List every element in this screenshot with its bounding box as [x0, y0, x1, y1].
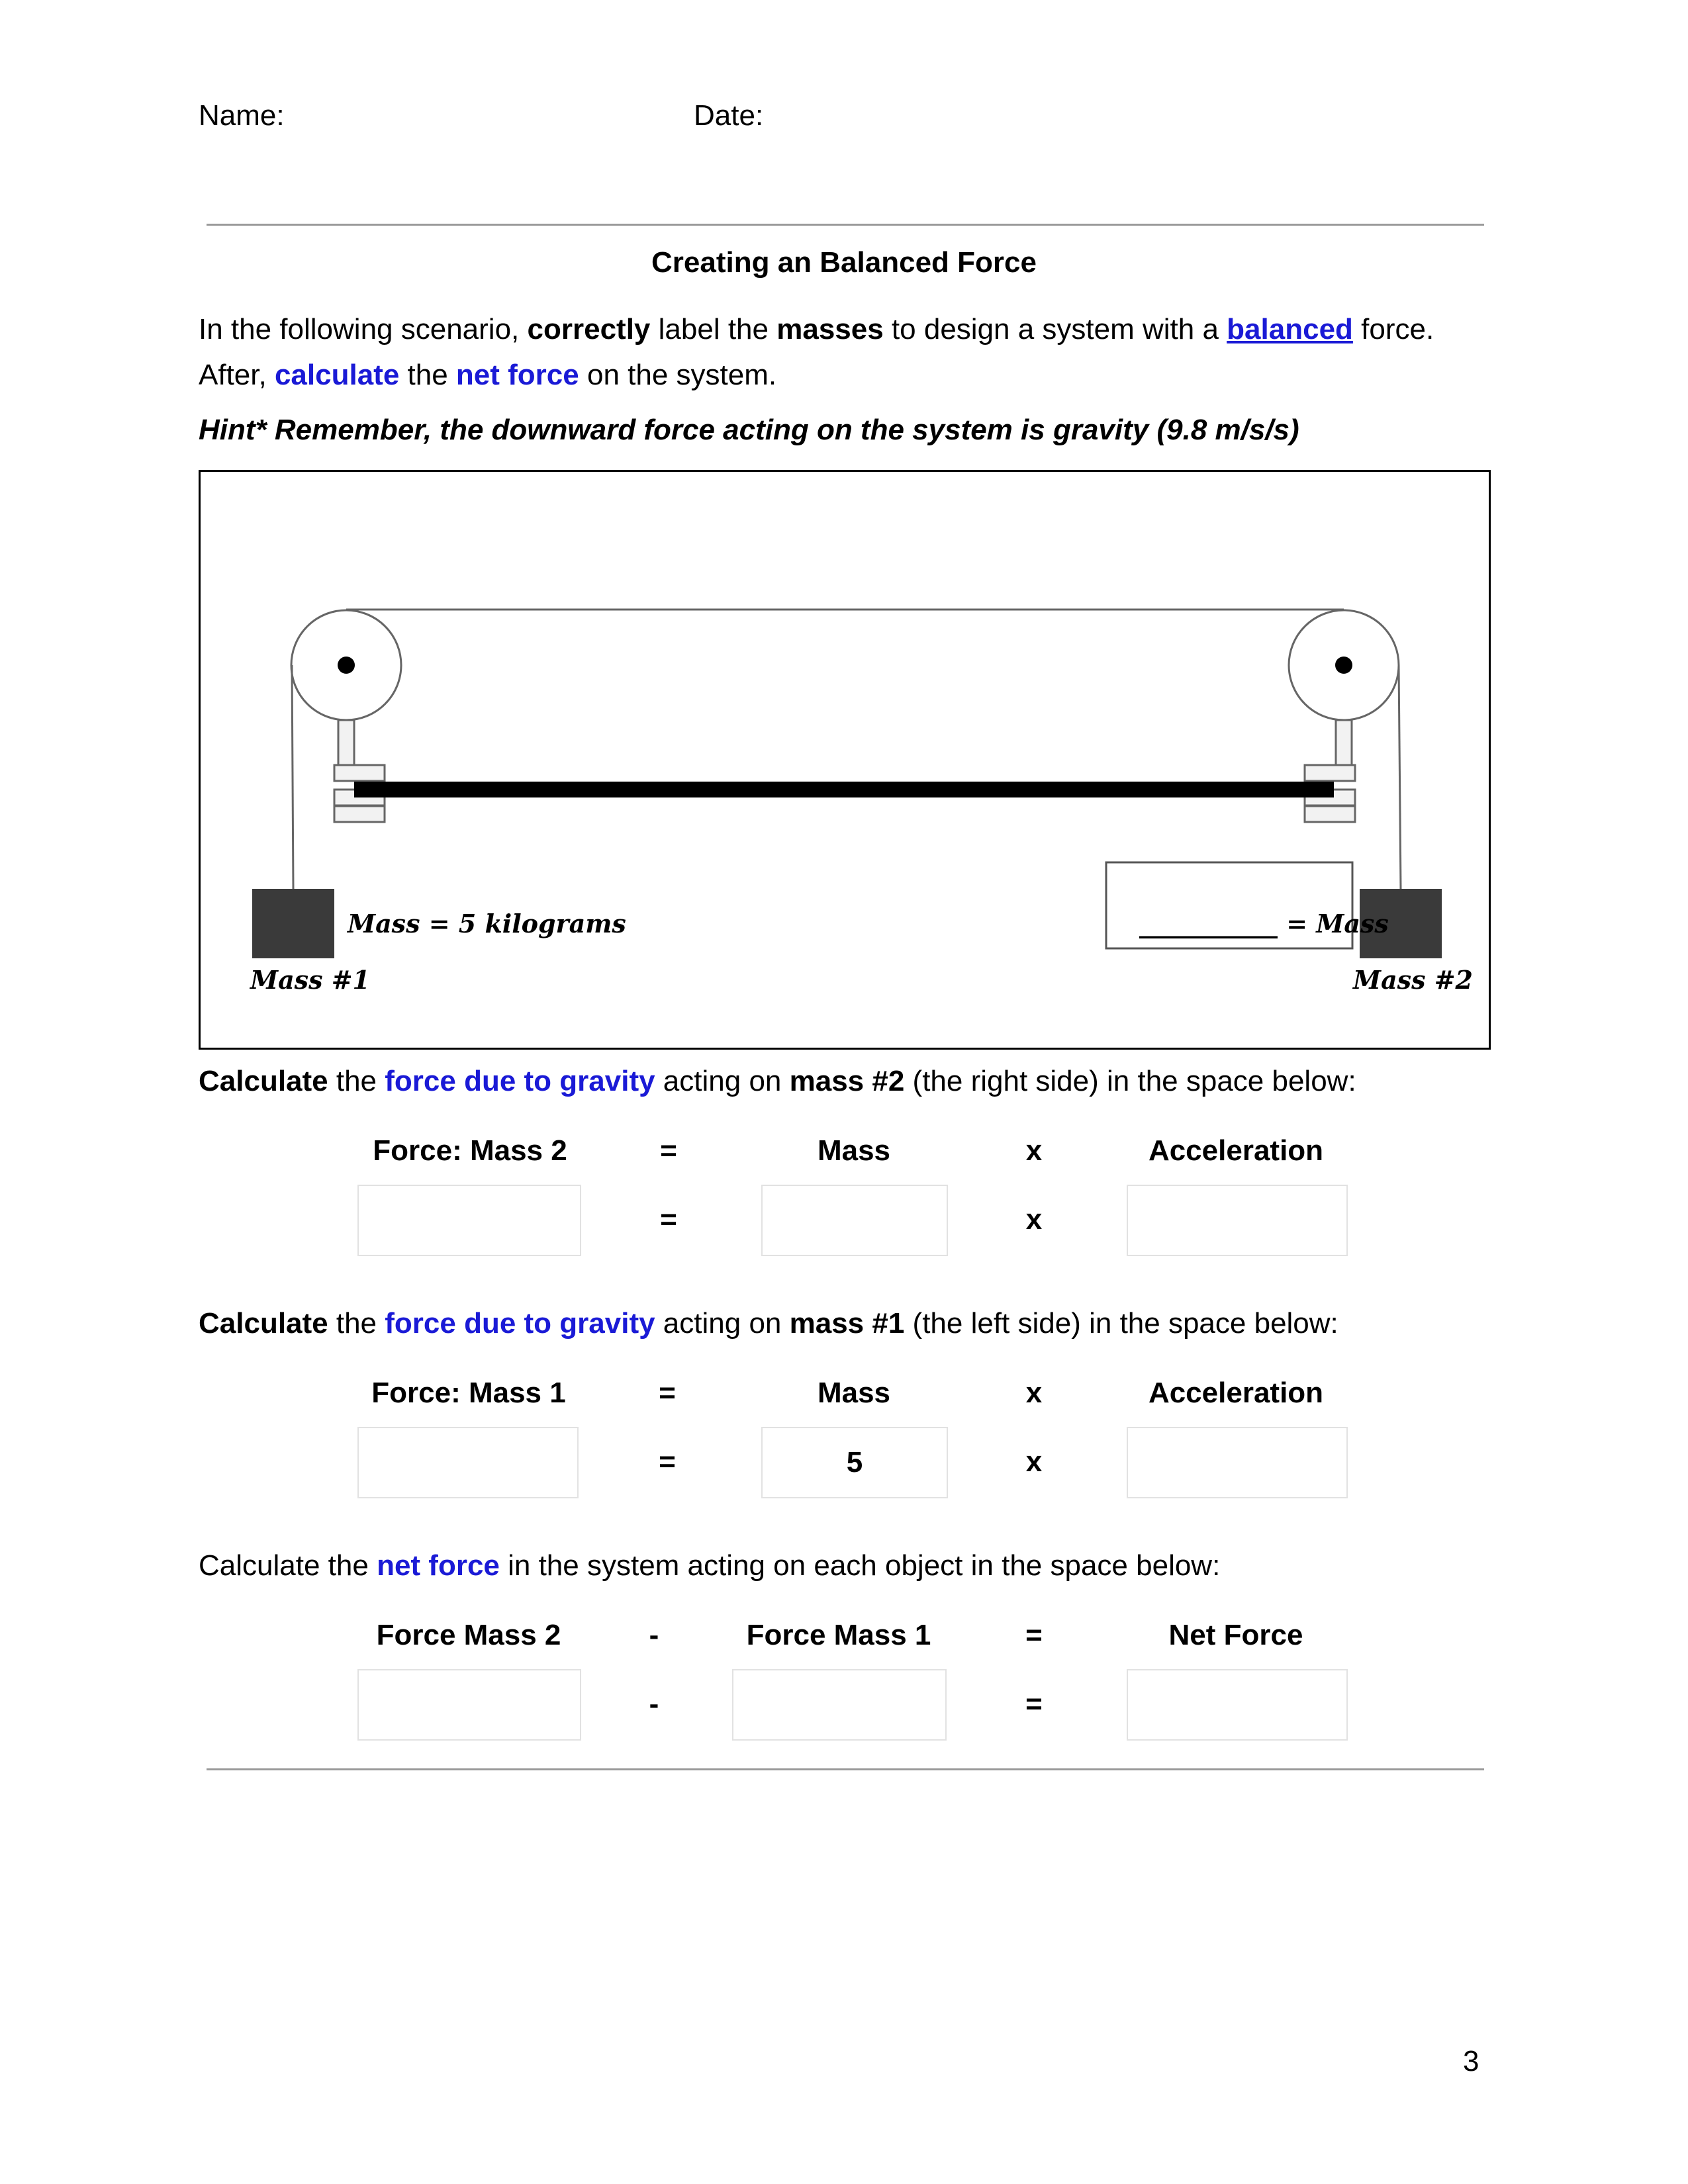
intro-bold-masses: masses	[776, 313, 884, 345]
q2-text: the	[328, 1307, 385, 1340]
right-pulley-axle	[1335, 657, 1352, 674]
q1-text: acting on	[655, 1065, 790, 1097]
left-hanging-string	[292, 665, 293, 889]
s3-header-equals: =	[1025, 1619, 1043, 1651]
left-clamp	[334, 720, 385, 822]
s1-header-times: x	[1025, 1134, 1043, 1167]
q2-bold-mass-1: mass #1	[789, 1307, 905, 1340]
s1-force-mass-2-input[interactable]	[357, 1185, 581, 1256]
pulley-diagram-svg	[201, 472, 1489, 1048]
mass-1-block	[252, 889, 334, 958]
question-net-force	[199, 1549, 1220, 1584]
intro-line-1	[199, 312, 1434, 347]
s2-header-times: x	[1025, 1377, 1043, 1409]
intro-bold-correctly: correctly	[527, 313, 651, 345]
mass-1-name-label: Mass #1	[250, 965, 370, 995]
s3-row-minus: -	[649, 1688, 659, 1720]
question-mass-2	[199, 1064, 1356, 1099]
q2-highlight-force-due-to-gravity: force due to gravity	[385, 1307, 655, 1340]
s3-header-net-force: Net Force	[1168, 1619, 1303, 1651]
q3-text: in the system acting on each object in the space below:	[499, 1549, 1221, 1582]
q3-highlight-net-force: net force	[377, 1549, 500, 1582]
bottom-divider	[207, 1768, 1484, 1770]
page-title: Creating an Balanced Force	[651, 246, 1037, 279]
s3-header-minus: -	[649, 1619, 659, 1651]
s3-force-mass-2-input[interactable]	[357, 1669, 581, 1741]
s3-header-force-mass-2: Force Mass 2	[376, 1619, 561, 1651]
s2-header-acceleration: Acceleration	[1148, 1377, 1324, 1409]
s2-acceleration-input[interactable]	[1127, 1427, 1348, 1498]
s2-header-force: Force: Mass 1	[371, 1377, 566, 1409]
s1-header-mass: Mass	[817, 1134, 891, 1167]
intro-text: the	[399, 359, 456, 391]
q3-text: Calculate the	[199, 1549, 377, 1582]
s2-row-equals: =	[659, 1445, 676, 1478]
intro-text: After,	[199, 359, 275, 391]
s3-header-force-mass-1: Force Mass 1	[746, 1619, 931, 1651]
page-number: 3	[1463, 2045, 1479, 2077]
q1-bold-calculate: Calculate	[199, 1065, 328, 1097]
q1-bold-mass-2: mass #2	[789, 1065, 905, 1097]
s2-header-mass: Mass	[817, 1377, 891, 1409]
s1-row-equals: =	[660, 1203, 677, 1236]
balanced-link[interactable]: balanced	[1227, 313, 1353, 345]
intro-text: In the following scenario,	[199, 313, 528, 345]
table-bar	[354, 782, 1334, 797]
left-pulley-axle	[338, 657, 355, 674]
q1-text: the	[328, 1065, 385, 1097]
s1-header-force: Force: Mass 2	[373, 1134, 567, 1167]
q2-bold-calculate: Calculate	[199, 1307, 328, 1340]
top-divider	[207, 224, 1484, 226]
s1-header-acceleration: Acceleration	[1148, 1134, 1324, 1167]
right-clamp	[1305, 720, 1355, 822]
intro-line-2	[199, 358, 776, 393]
q1-text: (the right side) in the space below:	[904, 1065, 1356, 1097]
s1-mass-input[interactable]	[761, 1185, 948, 1256]
pulley-diagram	[199, 470, 1491, 1050]
s3-force-mass-1-input[interactable]	[732, 1669, 947, 1741]
q1-highlight-force-due-to-gravity: force due to gravity	[385, 1065, 655, 1097]
intro-text: label the	[650, 313, 777, 345]
q2-text: (the left side) in the space below:	[904, 1307, 1338, 1340]
s3-net-force-input[interactable]	[1127, 1669, 1348, 1741]
intro-text: force.	[1352, 313, 1434, 345]
question-mass-1	[199, 1306, 1338, 1342]
mass-1-value-label: Mass = 5 kilograms	[348, 909, 626, 938]
mass-2-value-label[interactable]: ___________ = Mass	[1139, 909, 1389, 938]
s1-header-equals: =	[660, 1134, 677, 1167]
s3-row-equals: =	[1025, 1688, 1043, 1720]
s2-row-times: x	[1025, 1445, 1043, 1478]
s2-header-equals: =	[659, 1377, 676, 1409]
s2-force-mass-1-input[interactable]	[357, 1427, 579, 1498]
intro-highlight-net-force: net force	[455, 359, 579, 391]
mass-2-name-label: Mass #2	[1353, 965, 1473, 995]
q2-text: acting on	[655, 1307, 790, 1340]
hint-text: Hint* Remember, the downward force acting on the system is gravity (9.8 m/s/s)	[199, 414, 1299, 446]
intro-text: to design a system with a	[883, 313, 1227, 345]
s1-row-times: x	[1025, 1203, 1043, 1236]
s1-acceleration-input[interactable]	[1127, 1185, 1348, 1256]
intro-highlight-calculate: calculate	[274, 359, 400, 391]
date-label: Date:	[694, 99, 764, 132]
name-label: Name:	[199, 99, 285, 132]
intro-text: on the system.	[579, 359, 777, 391]
right-hanging-string	[1399, 665, 1401, 889]
s2-mass-input[interactable]: 5	[761, 1427, 948, 1498]
